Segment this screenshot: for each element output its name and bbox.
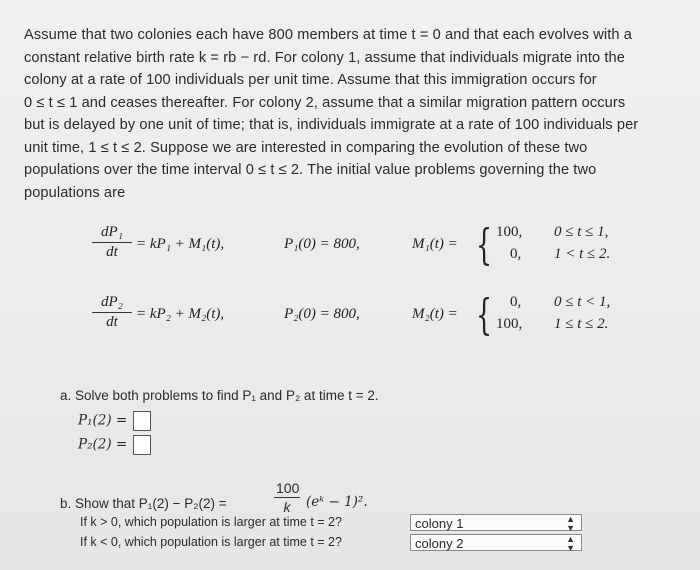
select-arrows-icon: ▲ ▼ xyxy=(566,514,575,533)
intro-line: but is delayed by one unit of time; that is, individuals immigrate at a rate of 100 individuals per xyxy=(24,117,639,133)
intro-line: populations over the time interval 0 ≤ t ≤ 2. The initial value problems governing the two xyxy=(24,162,597,178)
initial-condition: P₂(0) = 800, xyxy=(284,306,360,322)
migration-label: M₁(t) = xyxy=(412,236,458,252)
part-b-prompt-row xyxy=(60,480,680,514)
part-b-fraction xyxy=(274,480,300,515)
p2-answer-row xyxy=(78,435,660,455)
case-condition: 1 ≤ t ≤ 2. xyxy=(554,316,609,332)
fraction-numerator: 100 xyxy=(276,480,300,496)
equation-rhs: = kP₁ + M₁(t), xyxy=(136,236,225,252)
fraction-denominator: dt xyxy=(106,244,118,260)
part-a-prompt: a. Solve both problems to find P₁ and P₂ at time t = 2. xyxy=(60,388,379,403)
piecewise-brace: { xyxy=(476,220,493,269)
p1-label: P₁(2) = xyxy=(78,412,128,429)
case-value: 0, xyxy=(510,294,522,310)
case-value: 0, xyxy=(510,246,522,262)
fraction-denominator: k xyxy=(283,499,291,515)
part-b-expression: (eᵏ − 1)². xyxy=(306,494,368,510)
question-row-k-negative xyxy=(80,534,680,554)
p2-answer-input[interactable] xyxy=(133,435,151,455)
case-condition: 0 ≤ t < 1, xyxy=(554,294,611,310)
equation-rhs: = kP₂ + M₂(t), xyxy=(136,306,225,322)
problem-statement xyxy=(24,24,676,204)
intro-line: unit time, 1 ≤ t ≤ 2. Suppose we are interested in comparing the evolution of these two xyxy=(24,139,588,156)
part-a xyxy=(60,388,660,455)
case-condition: 0 ≤ t ≤ 1, xyxy=(554,224,609,240)
intro-line: constant relative birth rate k = rb − rd. For colony 1, assume that individuals migrate into the xyxy=(24,49,625,66)
p1-answer-input[interactable] xyxy=(133,411,151,431)
answer-select-k-negative[interactable] xyxy=(410,534,582,551)
migration-label: M₂(t) = xyxy=(412,306,458,322)
p1-answer-row xyxy=(78,411,660,431)
piecewise-brace: { xyxy=(476,290,493,339)
select-arrows-icon: ▲ ▼ xyxy=(566,534,575,553)
initial-condition: P₁(0) = 800, xyxy=(284,236,360,252)
fraction-denominator: dt xyxy=(106,314,118,330)
equation-colony-2 xyxy=(92,292,652,342)
equation-colony-1 xyxy=(92,222,652,272)
question-k-negative: If k < 0, which population is larger at time t = 2? xyxy=(80,535,342,549)
answer-select-k-positive[interactable] xyxy=(410,514,582,531)
question-row-k-positive xyxy=(80,514,680,534)
case-condition: 1 < t ≤ 2. xyxy=(554,246,611,262)
derivative-fraction xyxy=(92,224,132,261)
derivative-fraction xyxy=(92,294,132,331)
fraction-numerator: dP₁ xyxy=(92,224,132,243)
intro-line: Assume that two colonies each have 800 members at time t = 0 and that each evolves with a xyxy=(24,27,632,43)
part-b xyxy=(60,480,680,554)
selected-value: colony 2 xyxy=(415,536,464,551)
intro-line: 0 ≤ t ≤ 1 and ceases thereafter. For colony 2, assume that a similar migration pattern occurs xyxy=(24,94,626,111)
part-b-prompt: b. Show that P₁(2) − P₂(2) = xyxy=(60,496,227,511)
question-k-positive: If k > 0, which population is larger at time t = 2? xyxy=(80,515,342,529)
case-value: 100, xyxy=(496,224,523,240)
intro-line: colony at a rate of 100 individuals per unit time. Assume that this immigration occurs for xyxy=(24,72,597,88)
p2-label: P₂(2) = xyxy=(78,436,128,453)
case-value: 100, xyxy=(496,316,523,332)
selected-value: colony 1 xyxy=(415,516,464,531)
intro-line: populations are xyxy=(24,184,126,201)
fraction-numerator: dP₂ xyxy=(92,294,132,313)
